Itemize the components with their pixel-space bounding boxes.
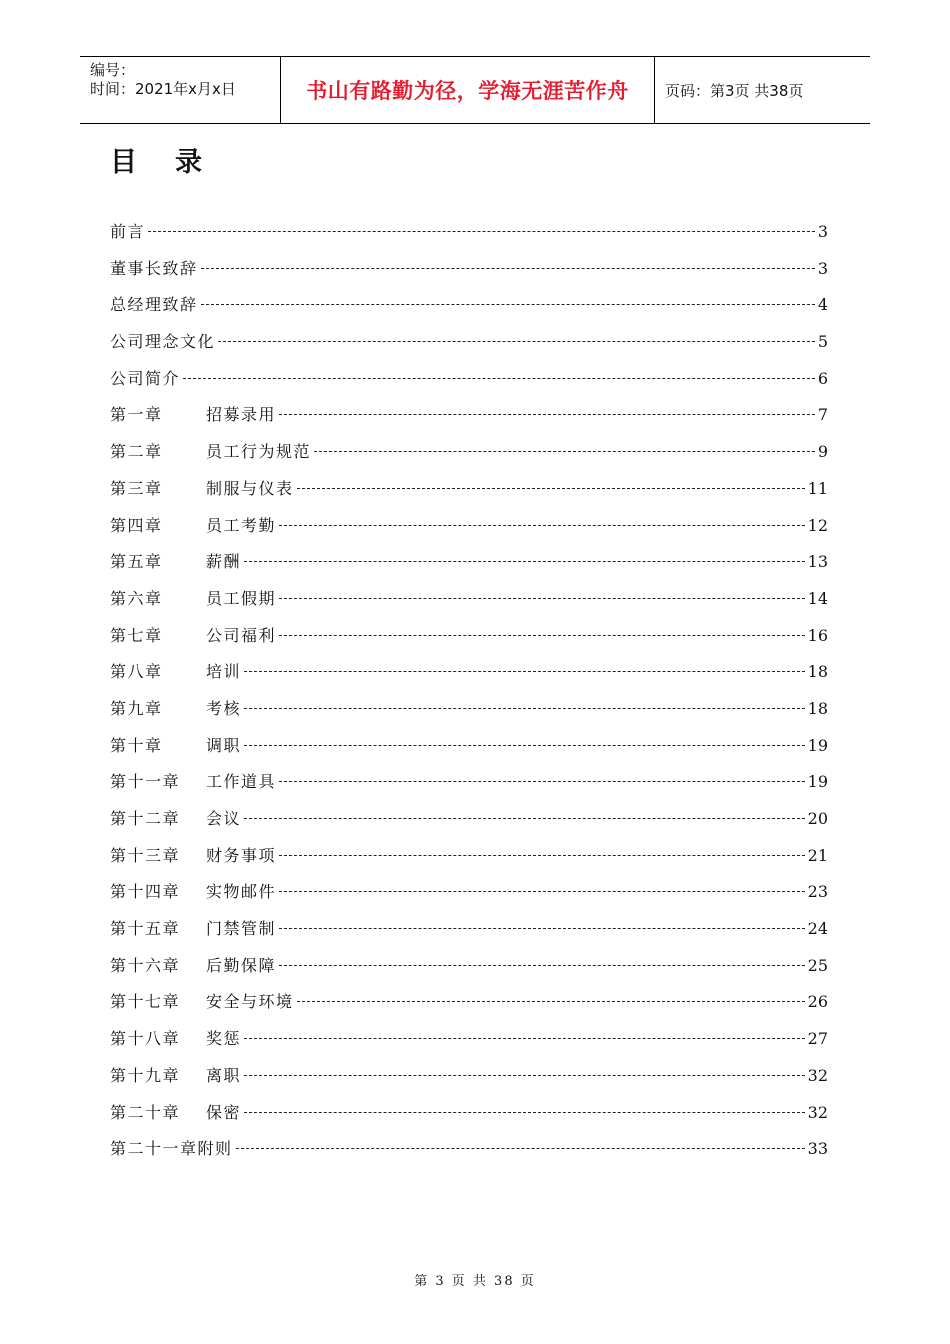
toc-page-number: 26 — [807, 992, 828, 1012]
toc-chapter-number: 第十六章 — [110, 955, 181, 975]
toc-entry-title: 总经理致辞 — [110, 295, 198, 315]
toc-leader-line — [244, 708, 805, 709]
toc-leader-line — [297, 488, 805, 489]
toc-chapter-number: 第十四章 — [110, 882, 181, 902]
toc-page-number: 24 — [807, 919, 828, 939]
toc-leader-line — [279, 414, 815, 415]
toc-page-number: 18 — [807, 698, 828, 718]
toc-chapter-number: 第十五章 — [110, 919, 181, 939]
toc-page-number: 27 — [807, 1029, 828, 1049]
toc-entry-title: 培训 — [206, 662, 242, 682]
page-header — [80, 56, 870, 124]
toc-chapter-number: 第六章 — [110, 588, 163, 608]
toc-chapter-number: 第七章 — [110, 625, 163, 645]
toc-page-number: 13 — [807, 552, 828, 572]
toc-entry-title: 制服与仪表 — [206, 478, 294, 498]
toc-entry[interactable] — [110, 476, 828, 513]
toc-entry-title: 薪酬 — [206, 552, 242, 572]
toc-entry[interactable] — [110, 696, 828, 733]
toc-leader-line — [244, 818, 805, 819]
page-footer: 第 3 页 共 38 页 — [414, 1274, 536, 1289]
toc-page-number: 32 — [807, 1065, 828, 1085]
toc-leader-line — [236, 1148, 805, 1149]
header-motto: 书山有路勤为径，学海无涯苦作舟 — [281, 57, 655, 123]
toc-chapter-number: 第十二章 — [110, 809, 181, 828]
header-meta — [80, 57, 281, 123]
toc-entry-title: 后勤保障 — [206, 955, 277, 975]
toc-page-number: 23 — [807, 882, 828, 902]
toc-leader-line — [279, 855, 805, 856]
toc-chapter-number: 第一章 — [110, 405, 163, 425]
toc-leader-line — [244, 1075, 805, 1076]
toc-chapter-number: 第二十一章 — [110, 1139, 198, 1159]
toc-entry-title: 公司理念文化 — [110, 332, 216, 352]
toc-leader-line — [297, 1001, 805, 1002]
document-date: 时间：2021年x月x日 — [90, 80, 236, 98]
toc-entry-title: 实物邮件 — [206, 882, 277, 902]
toc-page-number: 11 — [807, 478, 828, 498]
toc-page-number: 19 — [807, 772, 828, 792]
toc-page-number: 3 — [817, 222, 828, 241]
toc-chapter-number: 第八章 — [110, 662, 163, 682]
toc-leader-line — [201, 268, 815, 269]
toc-leader-line — [244, 671, 805, 672]
toc-leader-line — [244, 745, 805, 746]
toc-entry[interactable] — [110, 769, 828, 806]
toc-entry[interactable] — [110, 879, 828, 916]
toc-entry-title: 离职 — [206, 1065, 242, 1085]
toc-entry[interactable] — [110, 806, 828, 843]
toc-leader-line — [279, 598, 805, 599]
toc-entry-title: 员工行为规范 — [206, 442, 312, 462]
toc-entry[interactable] — [110, 1136, 828, 1173]
toc-leader-line — [279, 891, 805, 892]
toc-leader-line — [279, 525, 805, 526]
toc-page-number: 21 — [807, 845, 828, 865]
toc-entry[interactable] — [110, 953, 828, 990]
page-title: 目录 — [110, 147, 240, 178]
toc-entry-title: 员工考勤 — [206, 515, 277, 535]
toc-entry-title: 员工假期 — [206, 588, 277, 608]
toc-leader-line — [279, 635, 805, 636]
toc-entry-title: 工作道具 — [206, 772, 277, 792]
toc-entry[interactable] — [110, 256, 828, 293]
toc-entry-title: 门禁管制 — [206, 919, 277, 939]
toc-page-number: 12 — [807, 515, 828, 535]
toc-page-number: 7 — [817, 405, 828, 425]
toc-page-number: 32 — [807, 1102, 828, 1122]
toc-entry[interactable] — [110, 366, 828, 403]
toc-page-number: 33 — [807, 1139, 828, 1159]
toc-entry-title: 公司简介 — [110, 368, 181, 388]
toc-leader-line — [279, 965, 805, 966]
toc-chapter-number: 第十三章 — [110, 845, 181, 865]
toc-entry-title: 董事长致辞 — [110, 258, 198, 278]
toc-page-number: 9 — [817, 442, 828, 462]
toc-entry[interactable] — [110, 329, 828, 366]
toc-leader-line — [244, 1112, 805, 1113]
toc-entry-title: 附则 — [197, 1139, 233, 1159]
toc-chapter-number: 第五章 — [110, 552, 163, 572]
toc-page-number: 3 — [817, 258, 828, 278]
toc-page-number: 16 — [807, 625, 828, 645]
toc-entry-title: 公司福利 — [206, 625, 277, 645]
toc-entry[interactable] — [110, 549, 828, 586]
toc-page-number: 4 — [817, 295, 828, 315]
toc-chapter-number: 第二章 — [110, 442, 163, 462]
toc-leader-line — [279, 928, 805, 929]
toc-chapter-number: 第九章 — [110, 698, 163, 718]
toc-entry[interactable] — [110, 659, 828, 696]
toc-entry-title: 保密 — [206, 1102, 242, 1122]
toc-leader-line — [244, 561, 805, 562]
toc-chapter-number: 第十七章 — [110, 992, 181, 1012]
toc-leader-line — [148, 231, 815, 232]
toc-chapter-number: 第十一章 — [110, 772, 181, 792]
toc-entry-title: 安全与环境 — [206, 992, 294, 1012]
toc-entry-title: 财务事项 — [206, 845, 277, 865]
toc-entry[interactable] — [110, 989, 828, 1026]
toc-page-number: 20 — [807, 809, 828, 828]
toc-entry-title: 调职 — [206, 735, 242, 755]
toc-chapter-number: 第十八章 — [110, 1029, 181, 1049]
toc-page-number: 5 — [817, 332, 828, 352]
toc-entry[interactable] — [110, 1026, 828, 1063]
toc-chapter-number: 第四章 — [110, 515, 163, 535]
toc-leader-line — [218, 341, 815, 342]
toc-entry[interactable] — [110, 513, 828, 550]
toc-page-number: 19 — [807, 735, 828, 755]
toc-page-number: 25 — [807, 955, 828, 975]
toc-entry-title: 考核 — [206, 698, 242, 718]
toc-entry-title: 前言 — [110, 222, 146, 241]
toc-leader-line — [244, 1038, 805, 1039]
toc-entry[interactable] — [110, 402, 828, 439]
toc-entry-title: 奖惩 — [206, 1029, 242, 1049]
toc-chapter-number: 第二十章 — [110, 1102, 181, 1122]
toc-entry[interactable] — [110, 1063, 828, 1100]
toc-leader-line — [279, 781, 805, 782]
toc-entry[interactable] — [110, 1100, 828, 1137]
toc-leader-line — [201, 304, 815, 305]
toc-entry-title: 会议 — [206, 809, 242, 828]
toc-entry[interactable] — [110, 733, 828, 770]
toc-page-number: 6 — [817, 368, 828, 388]
toc-entry-title: 招募录用 — [206, 405, 277, 425]
toc-chapter-number: 第三章 — [110, 478, 163, 498]
toc-chapter-number: 第十章 — [110, 735, 163, 755]
toc-page-number: 14 — [807, 588, 828, 608]
document-number-label: 编号： — [90, 61, 136, 79]
toc-entry[interactable] — [110, 916, 828, 953]
toc-entry[interactable] — [110, 586, 828, 623]
header-page-count: 页码：第3页 共38页 — [665, 81, 804, 100]
toc-chapter-number: 第十九章 — [110, 1065, 181, 1085]
toc-entry[interactable] — [110, 292, 828, 329]
toc-entry[interactable] — [110, 843, 828, 880]
toc-leader-line — [183, 378, 815, 379]
table-of-contents — [110, 219, 828, 1173]
toc-entry[interactable] — [110, 623, 828, 660]
toc-page-number: 18 — [807, 662, 828, 682]
toc-entry[interactable] — [110, 219, 828, 256]
toc-leader-line — [314, 451, 815, 452]
toc-entry[interactable] — [110, 439, 828, 476]
